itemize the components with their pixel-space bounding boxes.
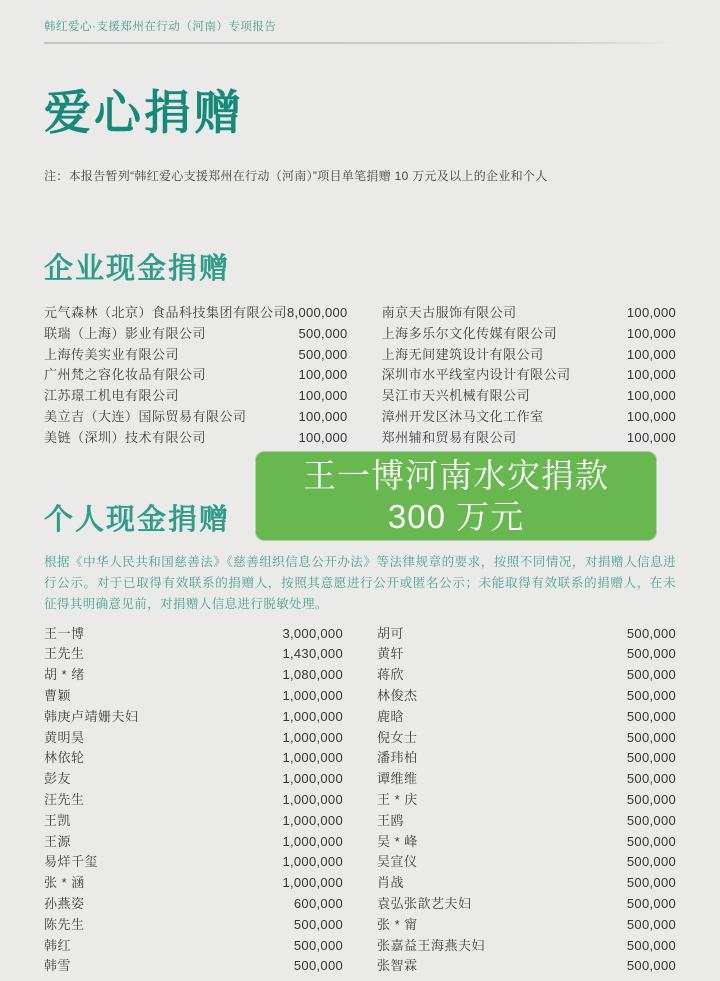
donor-name: 王源 bbox=[44, 833, 72, 849]
donor-name: 美立吉（大连）国际贸易有限公司 bbox=[44, 408, 247, 424]
donation-amount: 600,000 bbox=[293, 895, 343, 911]
donation-amount: 3,000,000 bbox=[282, 625, 343, 641]
donation-row bbox=[377, 624, 676, 645]
individual-section-header bbox=[44, 452, 676, 540]
donation-highlight-badge bbox=[256, 452, 656, 540]
donor-name: 美链（深圳）技术有限公司 bbox=[44, 429, 207, 445]
donation-row bbox=[377, 665, 676, 686]
donor-name: 王鸥 bbox=[377, 812, 405, 828]
donor-name: 胡可 bbox=[377, 625, 405, 641]
donation-row bbox=[44, 686, 343, 707]
donor-name: 张智霖 bbox=[377, 958, 418, 974]
donation-amount: 1,000,000 bbox=[282, 854, 343, 870]
donation-row bbox=[44, 769, 343, 790]
header-divider bbox=[44, 42, 676, 44]
donation-row bbox=[377, 707, 676, 728]
donor-name: 吴 * 峰 bbox=[377, 833, 418, 849]
donation-amount: 500,000 bbox=[626, 646, 676, 662]
donor-name: 南京天古服饰有限公司 bbox=[381, 305, 517, 320]
donation-row bbox=[44, 324, 348, 345]
donation-row bbox=[377, 936, 676, 957]
report-header-title: 韩红爱心·支援郑州在行动（河南）专项报告 bbox=[44, 21, 277, 33]
donation-row bbox=[377, 686, 676, 707]
donor-name: 彭友 bbox=[44, 771, 72, 787]
donor-name: 张 * 涵 bbox=[44, 875, 85, 891]
donation-amount: 100,000 bbox=[626, 388, 676, 404]
donation-amount: 500,000 bbox=[626, 875, 676, 891]
donation-amount: 500,000 bbox=[626, 937, 676, 953]
donation-amount: 500,000 bbox=[626, 916, 676, 932]
donation-amount: 1,000,000 bbox=[282, 812, 343, 828]
donor-name: 黄轩 bbox=[377, 646, 405, 662]
donation-column bbox=[44, 303, 348, 449]
donation-amount: 1,000,000 bbox=[282, 833, 343, 849]
donation-amount: 8,000,000 bbox=[287, 305, 348, 320]
donation-row bbox=[377, 915, 676, 936]
individual-donations-table bbox=[44, 624, 676, 978]
donation-row bbox=[377, 956, 676, 977]
donation-row bbox=[382, 407, 676, 428]
donation-row bbox=[44, 624, 343, 645]
donation-amount: 100,000 bbox=[626, 408, 676, 424]
donation-amount: 500,000 bbox=[626, 729, 676, 745]
donor-name: 上海传美实业有限公司 bbox=[44, 346, 180, 362]
donation-row bbox=[382, 386, 676, 407]
donation-row bbox=[44, 956, 343, 977]
page-title: 爱心捐赠 bbox=[44, 86, 244, 139]
donor-name: 陈先生 bbox=[44, 916, 85, 932]
donor-name: 联瑞（上海）影业有限公司 bbox=[44, 325, 207, 341]
donor-name: 吴江市天兴机械有限公司 bbox=[381, 388, 531, 404]
donation-amount: 1,000,000 bbox=[282, 687, 343, 703]
donor-name: 张 * 甯 bbox=[377, 916, 418, 932]
donor-name: 韩红 bbox=[44, 937, 72, 953]
donation-amount: 1,000,000 bbox=[282, 708, 343, 724]
donor-name: 上海多乐尔文化传媒有限公司 bbox=[381, 325, 558, 341]
donation-row bbox=[44, 728, 343, 749]
donor-name: 林依轮 bbox=[44, 750, 85, 766]
donation-row bbox=[382, 345, 676, 366]
donation-amount: 500,000 bbox=[626, 833, 676, 849]
disclosure-note: 根据《中华人民共和国慈善法》《慈善组织信息公开办法》等法律规章的要求，按照不同情况，对捐赠人信息进行公示。对于已取得有效联系的捐赠人，按照其意愿进行公开或匿名公示；未能取得有效联系的捐赠人，在未征得其明确意见前，对捐赠人信息进行脱敏处理。 bbox=[44, 554, 676, 611]
donation-row bbox=[44, 790, 343, 811]
donation-amount: 500,000 bbox=[626, 750, 676, 766]
donation-row bbox=[382, 365, 676, 386]
donor-name: 王一博 bbox=[44, 625, 85, 641]
donation-amount: 1,430,000 bbox=[282, 646, 343, 662]
donation-row bbox=[44, 407, 348, 428]
donor-name: 王凯 bbox=[44, 812, 72, 828]
donation-amount: 1,000,000 bbox=[282, 771, 343, 787]
donor-name: 鹿晗 bbox=[377, 708, 405, 724]
donor-name: 倪女士 bbox=[377, 729, 418, 745]
donor-name: 王 * 庆 bbox=[377, 791, 418, 807]
donation-amount: 500,000 bbox=[626, 667, 676, 683]
donation-amount: 100,000 bbox=[298, 408, 348, 424]
donation-amount: 1,000,000 bbox=[282, 729, 343, 745]
donation-amount: 100,000 bbox=[626, 346, 676, 362]
donation-amount: 500,000 bbox=[293, 958, 343, 974]
scope-note: 注：本报告暂列“韩红爱心支援郑州在行动（河南）”项目单笔捐赠 10 万元及以上的企业和个人 bbox=[44, 169, 548, 183]
donation-row bbox=[44, 345, 348, 366]
donation-row bbox=[377, 873, 676, 894]
donation-amount: 500,000 bbox=[293, 916, 343, 932]
donation-row bbox=[44, 665, 343, 686]
donation-row bbox=[44, 873, 343, 894]
donation-row bbox=[377, 748, 676, 769]
donor-name: 元气森林（北京）食品科技集团有限公司 bbox=[44, 305, 288, 320]
donor-name: 谭维维 bbox=[377, 771, 418, 787]
donation-row bbox=[44, 936, 343, 957]
donation-column bbox=[382, 303, 676, 449]
donation-row bbox=[382, 428, 676, 449]
donation-row bbox=[44, 644, 343, 665]
badge-line-1: 王一博河南水灾捐款 bbox=[303, 456, 609, 494]
donation-amount: 500,000 bbox=[626, 771, 676, 787]
donor-name: 张嘉益王海燕夫妇 bbox=[377, 937, 486, 953]
donation-row bbox=[44, 748, 343, 769]
donation-row bbox=[44, 428, 348, 449]
donation-amount: 500,000 bbox=[626, 791, 676, 807]
donation-row bbox=[44, 303, 348, 324]
donation-amount: 500,000 bbox=[626, 958, 676, 974]
donation-amount: 100,000 bbox=[626, 305, 676, 320]
section-individual-heading: 个人现金捐赠 bbox=[44, 503, 231, 536]
donor-name: 王先生 bbox=[44, 646, 85, 662]
donor-name: 胡 * 绪 bbox=[44, 667, 85, 683]
donation-amount: 500,000 bbox=[298, 325, 348, 341]
donation-row bbox=[377, 728, 676, 749]
donor-name: 孙燕姿 bbox=[44, 895, 85, 911]
donation-row bbox=[377, 832, 676, 853]
donation-amount: 1,000,000 bbox=[282, 791, 343, 807]
donation-row bbox=[382, 303, 676, 324]
donation-amount: 1,080,000 bbox=[282, 667, 343, 683]
donation-row bbox=[44, 894, 343, 915]
donor-name: 蒋欣 bbox=[377, 667, 405, 683]
section-corporate-heading: 企业现金捐赠 bbox=[44, 253, 231, 285]
donation-amount: 500,000 bbox=[626, 708, 676, 724]
donation-row bbox=[44, 915, 343, 936]
donor-name: 韩雪 bbox=[44, 958, 72, 974]
donation-amount: 500,000 bbox=[626, 854, 676, 870]
donor-name: 林俊杰 bbox=[377, 687, 418, 703]
donation-column bbox=[377, 624, 676, 978]
donor-name: 曹颖 bbox=[44, 687, 72, 703]
donation-amount: 500,000 bbox=[626, 625, 676, 641]
donor-name: 肖战 bbox=[377, 875, 405, 891]
donation-row bbox=[44, 386, 348, 407]
donation-row bbox=[377, 852, 676, 873]
donor-name: 潘玮柏 bbox=[377, 750, 418, 766]
donor-name: 深圳市水平线室内设计有限公司 bbox=[381, 367, 571, 383]
donor-name: 江苏璟工机电有限公司 bbox=[44, 388, 180, 404]
donor-name: 韩庚卢靖姗夫妇 bbox=[44, 708, 139, 724]
donation-row bbox=[377, 790, 676, 811]
donor-name: 汪先生 bbox=[44, 791, 85, 807]
donor-name: 易烊千玺 bbox=[44, 854, 99, 870]
donation-row bbox=[44, 707, 343, 728]
donation-row bbox=[44, 852, 343, 873]
donation-amount: 100,000 bbox=[298, 388, 348, 404]
donation-row bbox=[382, 324, 676, 345]
badge-line-2: 300 万元 bbox=[387, 497, 525, 535]
donation-amount: 500,000 bbox=[626, 895, 676, 911]
donation-amount: 100,000 bbox=[298, 429, 348, 445]
donation-column bbox=[44, 624, 343, 978]
donor-name: 郑州辅和贸易有限公司 bbox=[381, 429, 517, 445]
donation-amount: 500,000 bbox=[626, 812, 676, 828]
donor-name: 吴宣仪 bbox=[377, 854, 418, 870]
donor-name: 黄明昊 bbox=[44, 729, 85, 745]
donation-amount: 500,000 bbox=[293, 937, 343, 953]
donation-row bbox=[44, 365, 348, 386]
donor-name: 上海无间建筑设计有限公司 bbox=[381, 346, 544, 362]
donation-amount: 1,000,000 bbox=[282, 875, 343, 891]
donation-amount: 100,000 bbox=[298, 367, 348, 383]
corporate-donations-table bbox=[44, 303, 676, 449]
donation-row bbox=[44, 832, 343, 853]
donation-row bbox=[377, 769, 676, 790]
donation-amount: 500,000 bbox=[626, 687, 676, 703]
donor-name: 广州梵之容化妆品有限公司 bbox=[44, 367, 207, 383]
donation-row bbox=[377, 811, 676, 832]
donation-amount: 100,000 bbox=[626, 325, 676, 341]
donation-amount: 100,000 bbox=[626, 367, 676, 383]
donor-name: 漳州开发区沐马文化工作室 bbox=[381, 408, 544, 424]
donation-amount: 500,000 bbox=[298, 346, 348, 362]
donation-row bbox=[377, 644, 676, 665]
donation-row bbox=[44, 811, 343, 832]
donation-row bbox=[377, 894, 676, 915]
donation-amount: 100,000 bbox=[626, 429, 676, 445]
donation-amount: 1,000,000 bbox=[282, 750, 343, 766]
donor-name: 袁弘张歆艺夫妇 bbox=[377, 895, 472, 911]
